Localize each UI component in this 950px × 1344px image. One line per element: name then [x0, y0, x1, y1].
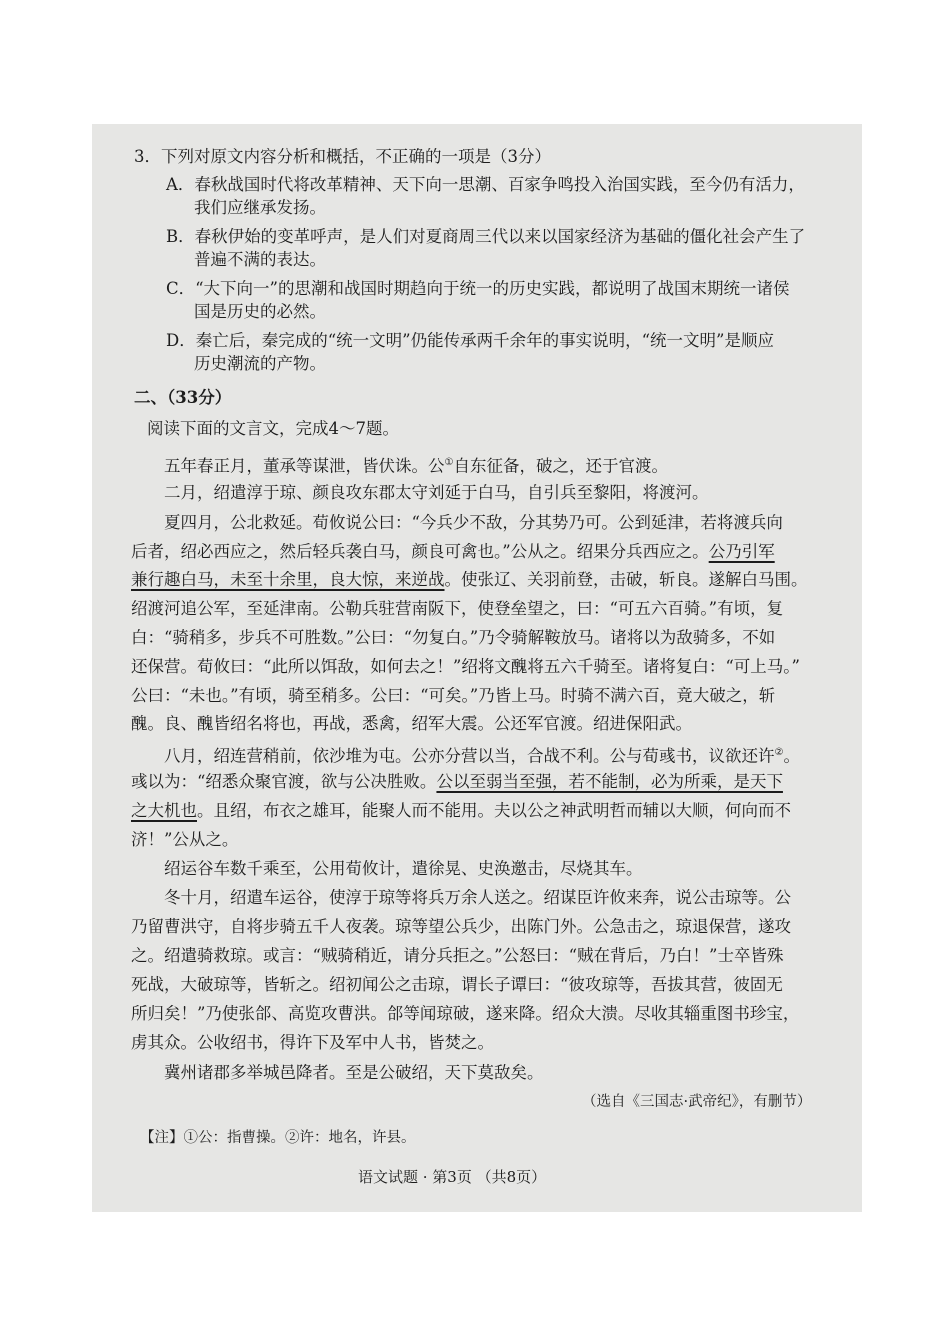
annotation-note: 【注】①公：指曹操。②许：地名，许县。 — [140, 1130, 416, 1146]
option-b-line-1: B．春秋伊始的变革呼声，是人们对夏商周三代以来以国家经济为基础的僵化社会产生了 — [166, 227, 806, 246]
question-3-stem: 3．下列对原文内容分析和概括，不正确的一项是（3分） — [134, 147, 551, 166]
passage-p6-line-3: 之。绍遣骑救琼。或言：“贼骑稍近，请分兵拒之。”公怒曰：“贼在背后，乃白！”士卒皆殊 — [131, 946, 784, 965]
page-footer: 语文试题 · 第3页 （共8页） — [358, 1168, 547, 1186]
passage-p6-line-6: 虏其众。公收绍书，得许下及军中人书，皆焚之。 — [131, 1033, 494, 1052]
option-c-line-2: 国是历史的必然。 — [194, 302, 326, 321]
option-d-line-1: D．秦亡后，秦完成的“统一文明”仍能传承两千余年的事实说明，“统一文明”是顺应 — [166, 331, 774, 350]
passage-p3-line-4: 绍渡河追公军，至延津南。公勒兵驻营南阪下，使登垒望之，曰：“可五六百骑。”有顷，复 — [131, 599, 784, 618]
section-2-instruction: 阅读下面的文言文，完成4～7题。 — [147, 419, 399, 438]
passage-paragraph-5: 绍运谷车数千乘至，公用荀攸计，遣徐晃、史涣邀击，尽烧其车。 — [164, 859, 643, 878]
passage-source: （选自《三国志·武帝纪》，有删节） — [582, 1094, 812, 1110]
passage-p3-line-1: 夏四月，公北救延。荀攸说公曰：“今兵少不敌，分其势乃可。公到延津，若将渡兵向 — [164, 513, 783, 532]
passage-paragraph-1: 五年春正月，董承等谋泄，皆伏诛。公①自东征备，破之，还于官渡。 — [164, 456, 668, 476]
passage-p6-line-4: 死战，大破琼等，皆斩之。绍初闻公之击琼，谓长子谭曰：“彼攻琼等，吾拔其营，彼固无 — [131, 975, 783, 994]
option-a-line-1: A．春秋战国时代将改革精神、天下向一思潮、百家争鸣投入治国实践，至今仍有活力， — [166, 175, 805, 194]
underlined-sentence-1a: 公乃引军 — [708, 542, 775, 561]
passage-p6-line-2: 乃留曹洪守，自将步骑五千人夜袭。琼等望公兵少，出陈门外。公急击之，琼退保营，遂攻 — [131, 917, 791, 936]
passage-p3-line-2: 后者，绍必西应之，然后轻兵袭白马，颜良可禽也。”公从之。绍果分兵西应之。公乃引军 — [131, 542, 775, 561]
passage-p4-line-3: 之大机也。且绍，布衣之雄耳，能聚人而不能用。夫以公之神武明哲而辅以大顺，何向而不 — [131, 801, 791, 820]
underlined-sentence-1b: 兼行趣白马，未至十余里，良大惊，来逆战 — [131, 570, 445, 589]
passage-p3-line-3: 兼行趣白马，未至十余里，良大惊，来逆战。使张辽、关羽前登，击破，斩良。遂解白马围。 — [131, 570, 808, 589]
passage-p3-line-8: 醜。良、醜皆绍名将也，再战，悉禽，绍军大震。公还军官渡。绍进保阳武。 — [131, 714, 692, 733]
option-b-line-2: 普遍不满的表达。 — [194, 250, 326, 269]
passage-p3-line-7: 公曰：“未也。”有顷，骑至稍多。公曰：“可矣。”乃皆上马。时骑不满六百，竟大破之，斩 — [131, 686, 776, 705]
passage-p4-line-4: 济！”公从之。 — [131, 830, 239, 849]
passage-p3-line-6: 还保营。荀攸曰：“此所以饵敌，如何去之！”绍将文醜将五六千骑至。诸将复白：“可上马。” — [131, 657, 800, 676]
passage-p4-line-2: 彧以为：“绍悉众聚官渡，欲与公决胜败。公以至弱当至强，若不能制，必为所乘，是天下 — [131, 772, 783, 791]
option-a-line-2: 我们应继承发扬。 — [194, 198, 326, 217]
option-d-line-2: 历史潮流的产物。 — [194, 354, 326, 373]
passage-p3-line-5: 白：“骑稍多，步兵不可胜数。”公曰：“勿复白。”乃令骑解鞍放马。诸将以为敌骑多，不如 — [131, 628, 776, 647]
passage-p6-line-1: 冬十月，绍遣车运谷，使淳于琼等将兵万余人送之。绍谋臣许攸来奔，说公击琼等。公 — [164, 888, 791, 907]
underlined-sentence-2b: 之大机也 — [131, 801, 197, 820]
passage-paragraph-7: 冀州诸郡多举城邑降者。至是公破绍，天下莫敌矣。 — [164, 1063, 544, 1082]
underlined-sentence-2a: 公以至弱当至强，若不能制，必为所乘，是天下 — [436, 772, 783, 791]
passage-paragraph-2: 二月，绍遣淳于琼、颜良攻东郡太守刘延于白马，自引兵至黎阳，将渡河。 — [164, 483, 709, 502]
option-c-line-1: C．“大下向一”的思潮和战国时期趋向于统一的历史实践，都说明了战国末期统一诸侯 — [166, 279, 790, 298]
passage-p4-line-1: 八月，绍连营稍前，依沙堆为屯。公亦分营以当，合战不利。公与荀彧书，议欲还许②。 — [164, 746, 800, 766]
passage-p6-line-5: 所归矣！”乃使张郃、高览攻曹洪。郃等闻琼破，遂来降。绍众大溃。尽收其辎重图书珍宝， — [131, 1004, 800, 1023]
section-2-title: 二、（33分） — [134, 388, 232, 407]
